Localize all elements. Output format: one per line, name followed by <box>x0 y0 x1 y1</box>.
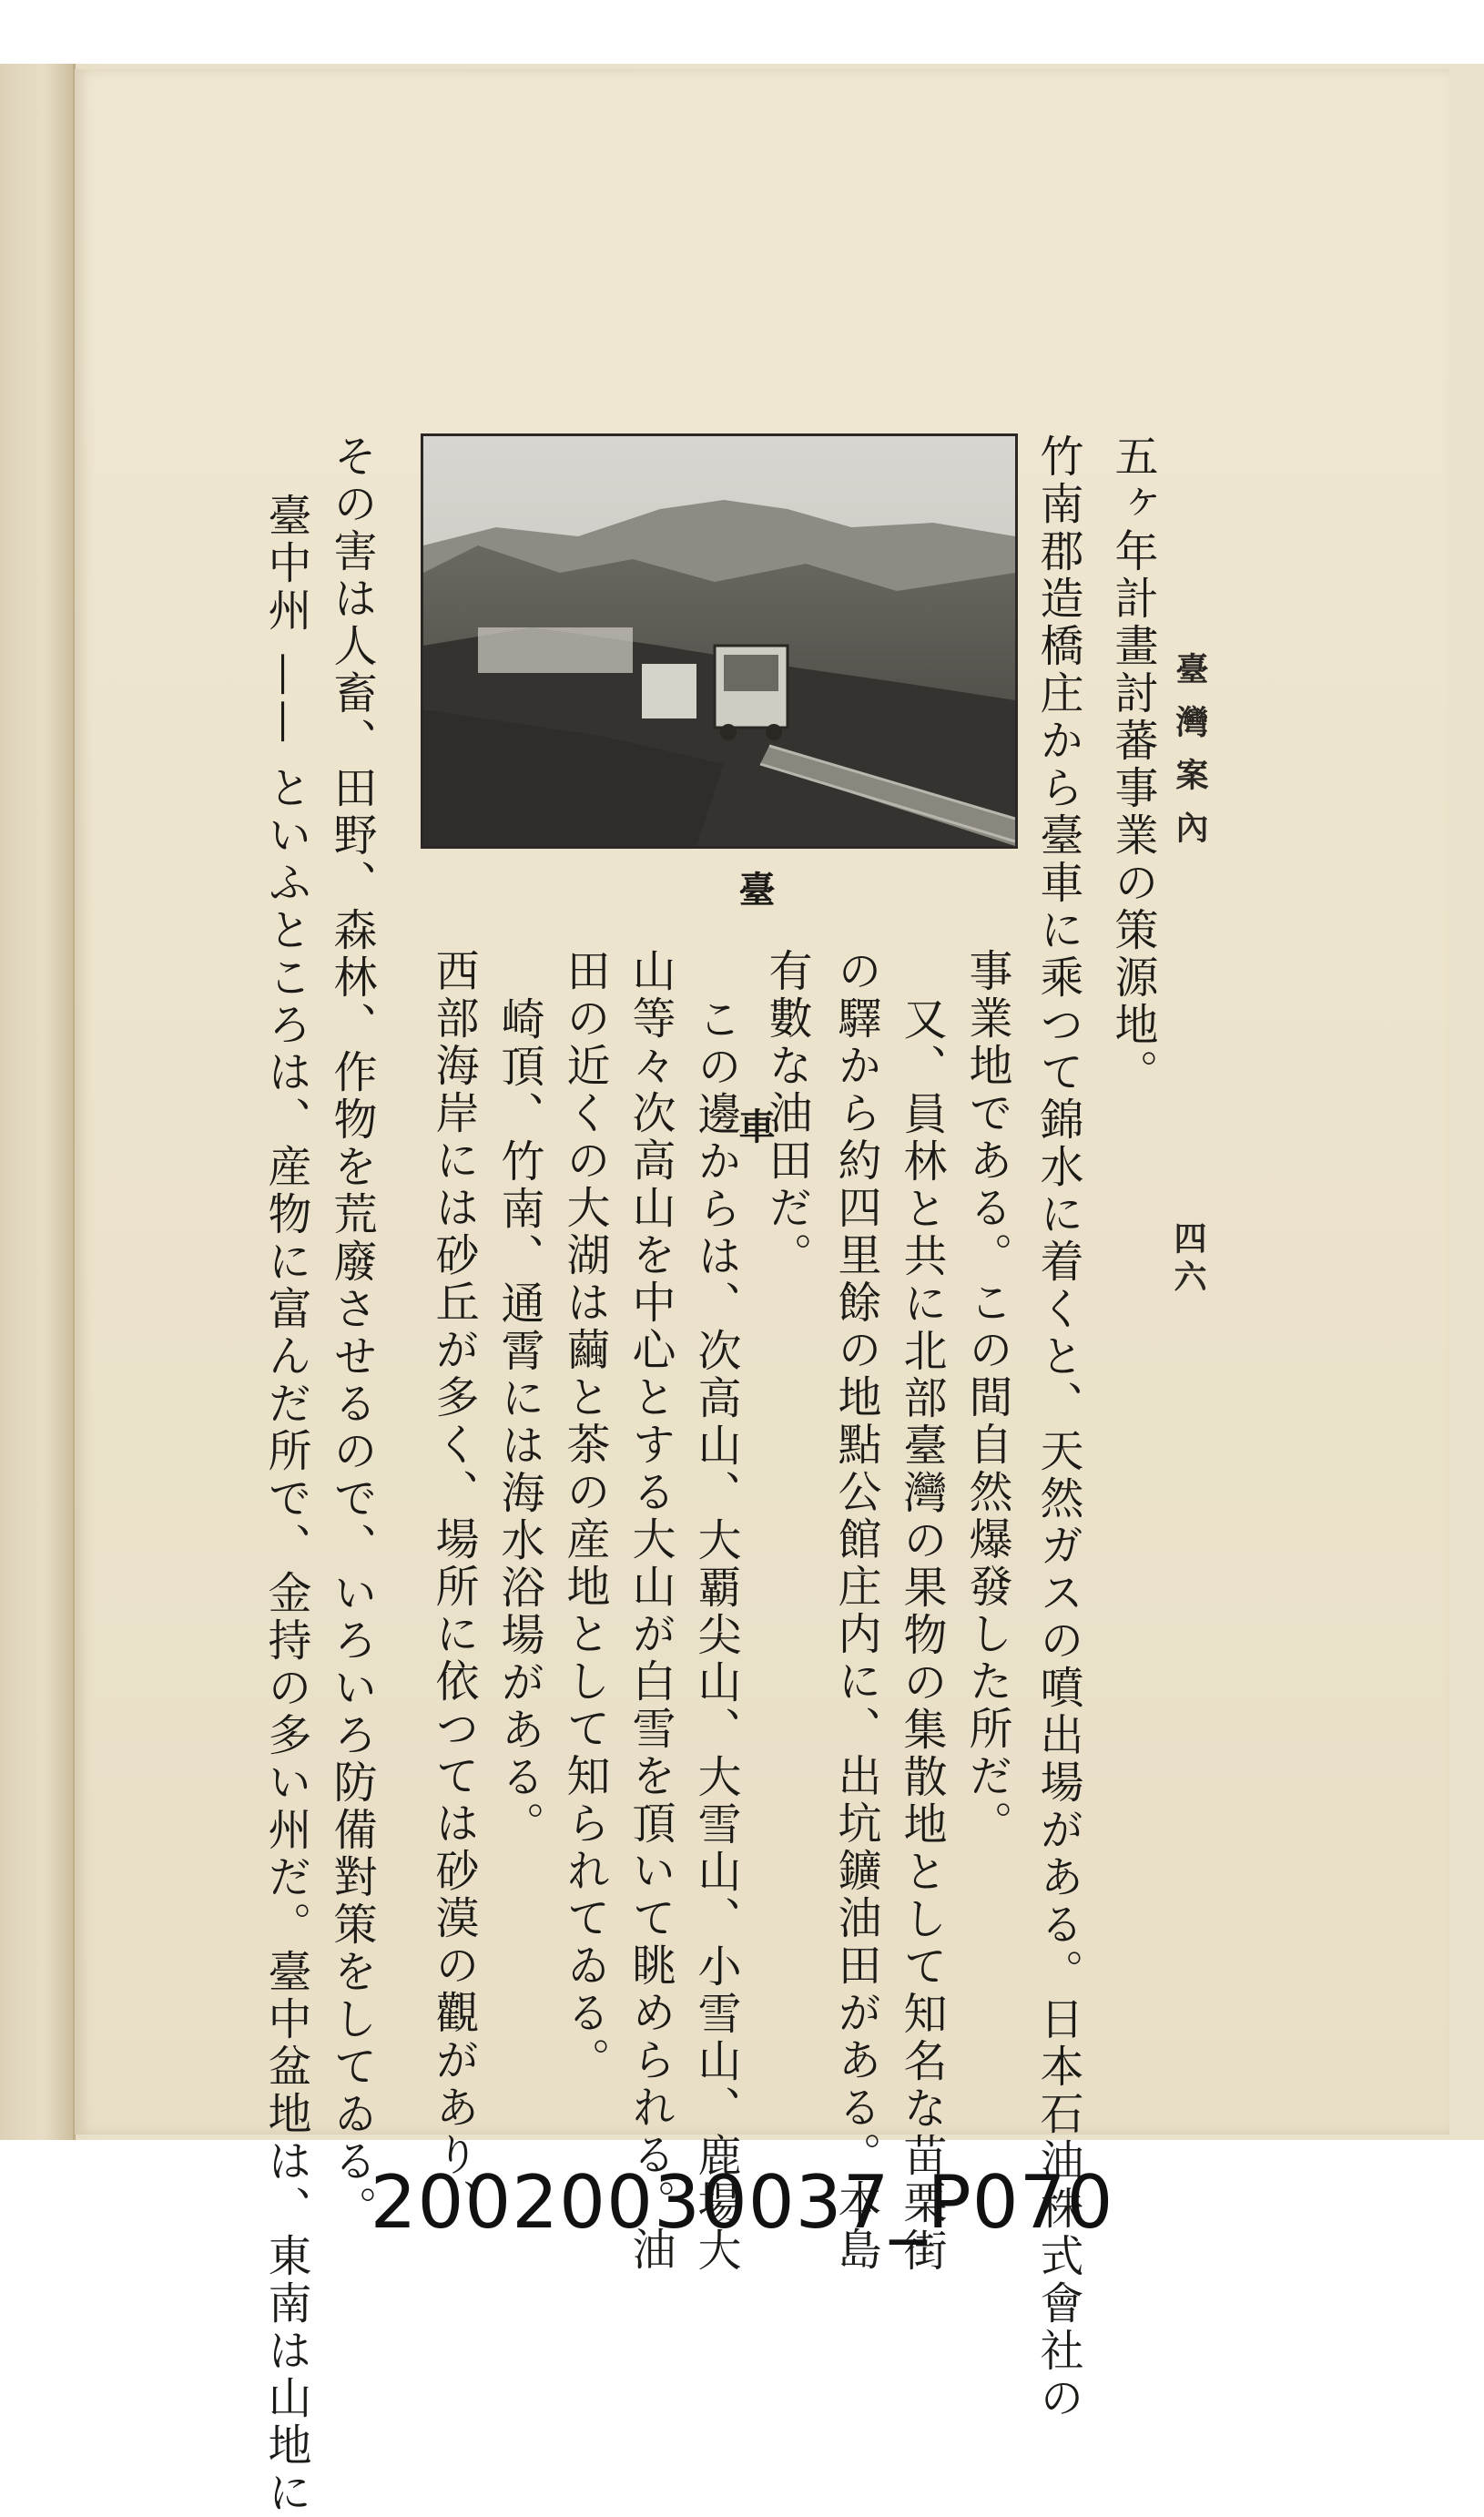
text-column-13: 臺中州 —— といふところは、産物に富んだ所で、金持の多い州だ。臺中盆地は、東南は山地に <box>260 493 311 2517</box>
text-column-10: 崎頂、竹南、通霄には海水浴場がある。 <box>493 996 544 1849</box>
archive-id: 20020030037_P070 <box>370 2160 1114 2245</box>
text-column-9: 田の近くの大湖は繭と茶の産地として知られてゐる。 <box>559 948 610 2084</box>
running-header: 臺灣案內 <box>1171 652 1209 863</box>
text-column-8: 山等々次高山を中心とする大山が白雪を頂いて眺められる。油 <box>625 948 676 2274</box>
text-column-5: の驛から約四里餘の地點公館庄内に、出坑鑛油田がある。本島 <box>830 948 881 2274</box>
text-column-6: 有數な油田だ。 <box>761 948 812 1279</box>
text-column-3: 事業地である。この間自然爆發した所だ。 <box>961 948 1012 1848</box>
trolley-photo <box>421 433 1018 849</box>
text-column-1: 五ヶ年計畫討蕃事業の策源地。 <box>1107 433 1158 1096</box>
text-column-4: 又、員林と共に北部臺灣の果物の集散地として知名な苗栗街 <box>896 996 947 2275</box>
text-column-7: この邊からは、次高山、大覇尖山、大雪山、小雪山、鹿場大 <box>690 996 741 2275</box>
photo-caption: 臺車 <box>733 871 776 1344</box>
left-page-edge <box>0 64 76 2140</box>
text-column-12: その害は人畜、田野、森林、作物を荒廢させるので、いろいろ防備對策をしてゐる。 <box>326 433 377 2233</box>
text-column-11: 西部海岸には砂丘が多く、場所に依つては砂漠の觀があり、 <box>428 948 479 2227</box>
text-column-2: 竹南郡造橋庄から臺車に乘つて錦水に着くと、天然ガスの噴出場がある。日本石油株式會社の <box>1032 433 1083 2422</box>
photograph-trolley-in-mountains-icon <box>423 436 1015 846</box>
page-number: 四六 <box>1169 1221 1207 1298</box>
